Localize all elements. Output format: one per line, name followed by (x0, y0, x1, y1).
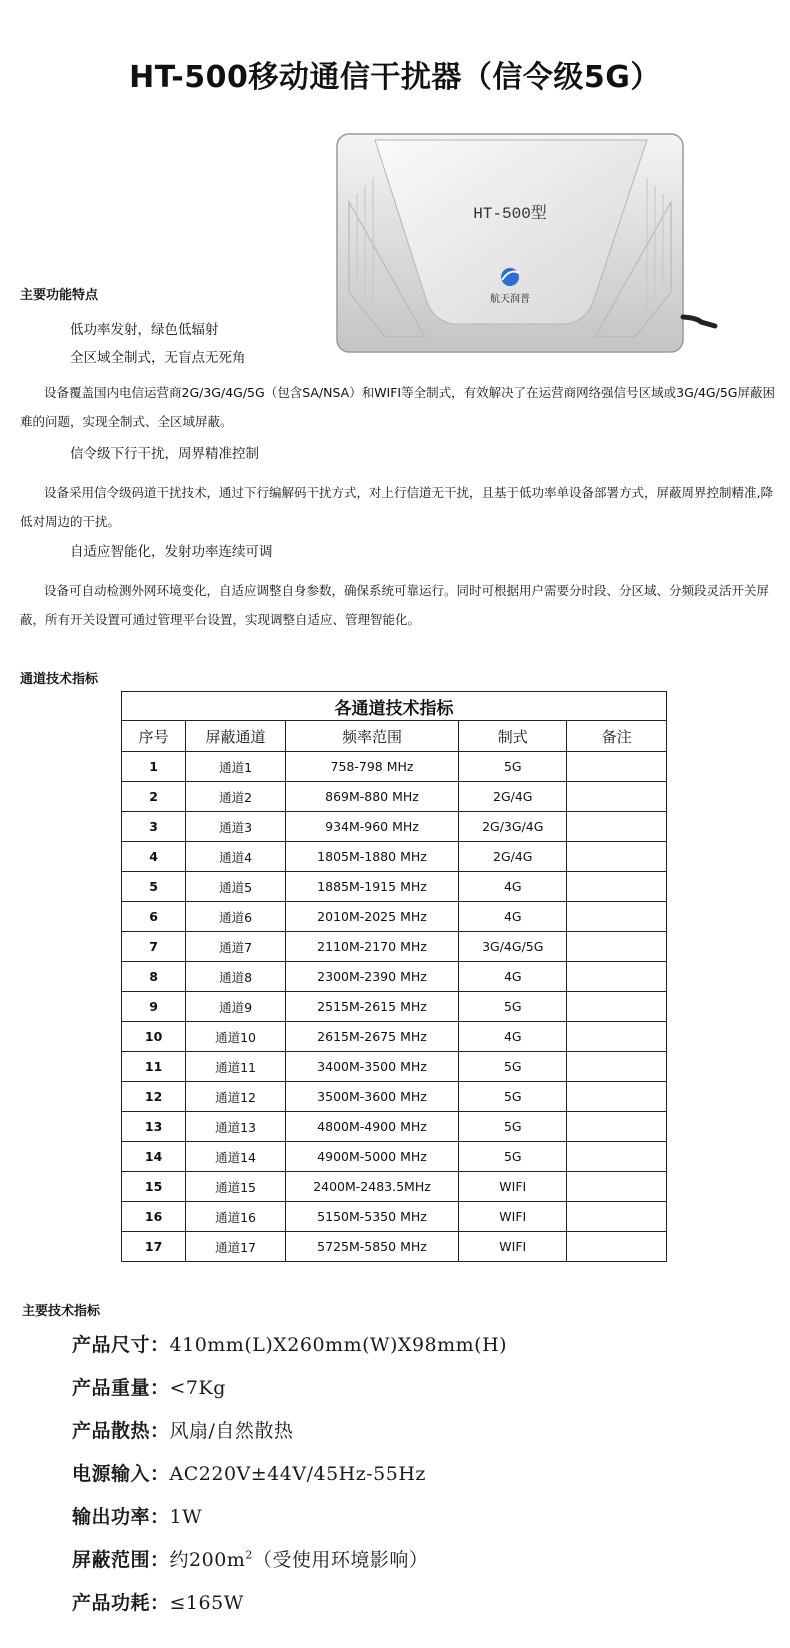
feature-paragraph-3: 设备可自动检测外网环境变化，自适应调整自身参数，确保系统可靠运行。同时可根据用户需要分时段、分区域、分频段灵活开关屏蔽，所有开关设置可通过管理平台设置，实现调整自适应、管理智能化。 (20, 583, 770, 627)
cell-channel: 通道14 (186, 1142, 286, 1172)
cell-standard: WIFI (459, 1172, 567, 1202)
cell-remark (567, 992, 667, 1022)
cell-index: 4 (122, 842, 186, 872)
cell-standard: 5G (459, 1112, 567, 1142)
tech-value-suffix: （受使用环境影响） (252, 1549, 429, 1571)
cell-channel: 通道9 (186, 992, 286, 1022)
tech-label: 电源输入： (72, 1463, 170, 1485)
table-row (122, 1202, 667, 1232)
cell-frequency: 4900M-5000 MHz (285, 1142, 458, 1172)
table-row (122, 1232, 667, 1262)
tech-label: 产品尺寸： (72, 1334, 170, 1356)
tech-item-range (72, 1545, 428, 1572)
cell-channel: 通道5 (186, 872, 286, 902)
cell-frequency: 5725M-5850 MHz (285, 1232, 458, 1262)
cell-frequency: 5150M-5350 MHz (285, 1202, 458, 1232)
tech-value: ≤165W (169, 1592, 244, 1614)
cell-standard: 5G (459, 1082, 567, 1112)
cell-standard: 2G/4G (459, 782, 567, 812)
cell-remark (567, 902, 667, 932)
cell-standard: 5G (459, 752, 567, 782)
tech-label: 输出功率： (72, 1506, 170, 1528)
tech-item-cooling (72, 1416, 293, 1443)
channel-spec-table (121, 691, 667, 1262)
cell-index: 12 (122, 1082, 186, 1112)
channels-heading: 通道技术指标 (20, 672, 99, 687)
cell-channel: 通道16 (186, 1202, 286, 1232)
table-row (122, 1022, 667, 1052)
cell-remark (567, 962, 667, 992)
tech-item-power-input (72, 1459, 426, 1486)
cell-remark (567, 1142, 667, 1172)
table-caption: 各通道技术指标 (122, 692, 667, 721)
table-row (122, 962, 667, 992)
table-row (122, 902, 667, 932)
cell-channel: 通道2 (186, 782, 286, 812)
cell-index: 14 (122, 1142, 186, 1172)
col-header: 备注 (567, 721, 667, 752)
cell-channel: 通道13 (186, 1112, 286, 1142)
table-row (122, 812, 667, 842)
tech-label: 产品重量： (72, 1377, 170, 1399)
feature-1: 低功率发射，绿色低辐射 (70, 322, 219, 338)
tech-value: 约200m (169, 1549, 246, 1571)
cell-standard: 5G (459, 1142, 567, 1172)
col-header: 序号 (122, 721, 186, 752)
cell-standard: WIFI (459, 1232, 567, 1262)
tech-item-size (72, 1330, 507, 1357)
table-row (122, 1082, 667, 1112)
cell-frequency: 869M-880 MHz (285, 782, 458, 812)
cell-channel: 通道15 (186, 1172, 286, 1202)
cell-index: 11 (122, 1052, 186, 1082)
cell-index: 15 (122, 1172, 186, 1202)
cell-channel: 通道17 (186, 1232, 286, 1262)
tech-label: 产品散热： (72, 1420, 170, 1442)
cell-standard: 4G (459, 902, 567, 932)
cell-remark (567, 1082, 667, 1112)
cell-remark (567, 842, 667, 872)
cell-index: 3 (122, 812, 186, 842)
cell-remark (567, 752, 667, 782)
cell-index: 5 (122, 872, 186, 902)
cell-frequency: 2300M-2390 MHz (285, 962, 458, 992)
device-model-label: HT-500型 (473, 205, 547, 223)
cell-index: 2 (122, 782, 186, 812)
cell-channel: 通道6 (186, 902, 286, 932)
cell-frequency: 2515M-2615 MHz (285, 992, 458, 1022)
feature-paragraph-1: 设备覆盖国内电信运营商2G/3G/4G/5G（包含SA/NSA）和WIFI等全制式，有效解决了在运营商网络强信号区域或3G/4G/5G屏蔽困难的问题，实现全制式、全区域屏蔽。 (20, 385, 775, 429)
cell-channel: 通道12 (186, 1082, 286, 1112)
cell-standard: 4G (459, 962, 567, 992)
cell-frequency: 2400M-2483.5MHz (285, 1172, 458, 1202)
tech-label: 屏蔽范围： (72, 1549, 170, 1571)
cell-standard: 4G (459, 1022, 567, 1052)
cell-standard: 2G/3G/4G (459, 812, 567, 842)
cell-frequency: 3400M-3500 MHz (285, 1052, 458, 1082)
cell-frequency: 2110M-2170 MHz (285, 932, 458, 962)
cell-channel: 通道11 (186, 1052, 286, 1082)
cell-index: 13 (122, 1112, 186, 1142)
table-row (122, 752, 667, 782)
table-row (122, 1112, 667, 1142)
cell-index: 7 (122, 932, 186, 962)
col-header: 屏蔽通道 (186, 721, 286, 752)
cell-remark (567, 782, 667, 812)
cell-channel: 通道7 (186, 932, 286, 962)
cell-remark (567, 1112, 667, 1142)
cell-remark (567, 1022, 667, 1052)
cell-frequency: 2010M-2025 MHz (285, 902, 458, 932)
cell-frequency: 4800M-4900 MHz (285, 1112, 458, 1142)
cell-channel: 通道1 (186, 752, 286, 782)
cell-standard: 4G (459, 872, 567, 902)
cell-remark (567, 932, 667, 962)
page-title: HT-500移动通信干扰器（信令级5G） (129, 60, 661, 95)
cell-frequency: 1885M-1915 MHz (285, 872, 458, 902)
feature-paragraph-2: 设备采用信令级码道干扰技术，通过下行编解码干扰方式，对上行信道无干扰，且基于低功率单设备部署方式，屏蔽周界控制精准,降低对周边的干扰。 (20, 485, 773, 529)
tech-value: 风扇/自然散热 (169, 1420, 294, 1442)
tech-value: 410mm(L)X260mm(W)X98mm(H) (169, 1334, 508, 1356)
tech-item-consumption (72, 1588, 244, 1615)
product-image (335, 132, 735, 372)
table-row (122, 872, 667, 902)
cell-frequency: 2615M-2675 MHz (285, 1022, 458, 1052)
table-row (122, 782, 667, 812)
feature-3: 信令级下行干扰，周界精准控制 (70, 446, 259, 462)
cell-index: 1 (122, 752, 186, 782)
feature-2: 全区域全制式，无盲点无死角 (70, 350, 246, 366)
cell-channel: 通道3 (186, 812, 286, 842)
cell-index: 9 (122, 992, 186, 1022)
cell-index: 8 (122, 962, 186, 992)
cell-frequency: 934M-960 MHz (285, 812, 458, 842)
cell-channel: 通道4 (186, 842, 286, 872)
tech-value-sup: 2 (245, 1548, 253, 1562)
cell-index: 10 (122, 1022, 186, 1052)
cell-index: 16 (122, 1202, 186, 1232)
cell-remark (567, 1172, 667, 1202)
device-brand: 航天润普 (490, 294, 530, 305)
cell-standard: 5G (459, 992, 567, 1022)
table-row (122, 992, 667, 1022)
cell-channel: 通道8 (186, 962, 286, 992)
table-row (122, 932, 667, 962)
cell-standard: 5G (459, 1052, 567, 1082)
feature-4: 自适应智能化，发射功率连续可调 (70, 544, 273, 560)
tech-value: <7Kg (169, 1377, 226, 1399)
cell-frequency: 1805M-1880 MHz (285, 842, 458, 872)
cell-remark (567, 812, 667, 842)
cell-channel: 通道10 (186, 1022, 286, 1052)
tech-value: AC220V±44V/45Hz-55Hz (169, 1463, 426, 1485)
table-row (122, 1172, 667, 1202)
tech-item-weight (72, 1373, 226, 1400)
cell-remark (567, 1232, 667, 1262)
cell-standard: WIFI (459, 1202, 567, 1232)
brand-logo-icon (501, 268, 519, 286)
col-header: 制式 (459, 721, 567, 752)
cell-remark (567, 872, 667, 902)
cell-remark (567, 1202, 667, 1232)
table-row (122, 1052, 667, 1082)
cell-frequency: 758-798 MHz (285, 752, 458, 782)
features-heading: 主要功能特点 (20, 288, 99, 303)
tech-heading: 主要技术指标 (22, 1304, 101, 1319)
tech-value: 1W (169, 1506, 203, 1528)
table-row (122, 1142, 667, 1172)
tech-label: 产品功耗： (72, 1592, 170, 1614)
tech-item-output-power (72, 1502, 202, 1529)
col-header: 频率范围 (285, 721, 458, 752)
table-row (122, 842, 667, 872)
cell-standard: 2G/4G (459, 842, 567, 872)
cell-standard: 3G/4G/5G (459, 932, 567, 962)
cell-index: 17 (122, 1232, 186, 1262)
cell-remark (567, 1052, 667, 1082)
cell-index: 6 (122, 902, 186, 932)
cell-frequency: 3500M-3600 MHz (285, 1082, 458, 1112)
